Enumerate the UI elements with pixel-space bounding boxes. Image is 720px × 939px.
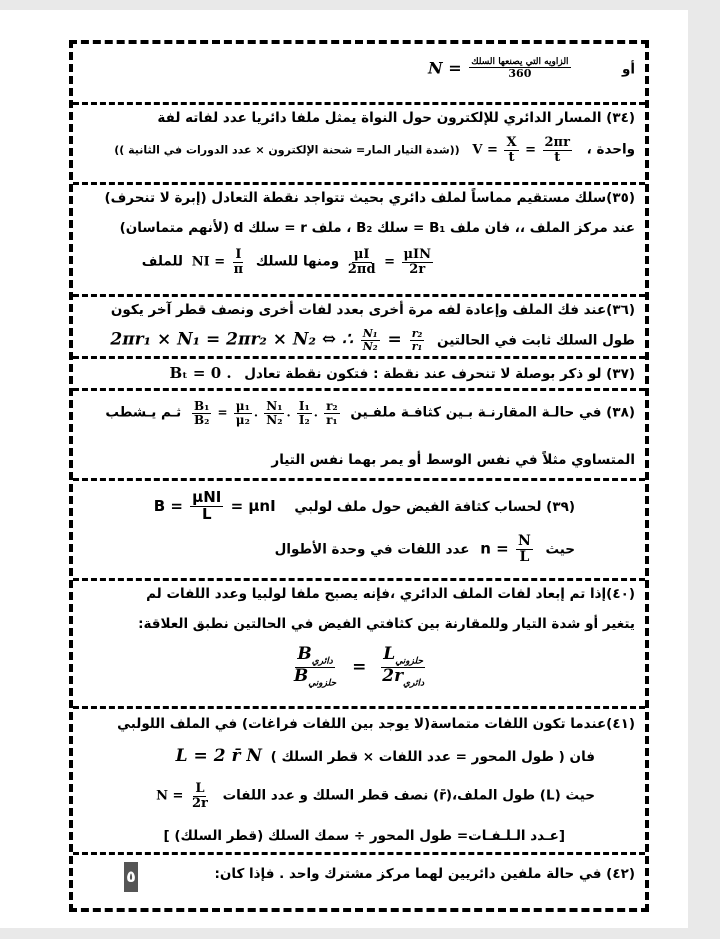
para-35-line3: $\frac{\mu I}{2\pi d}$ = $\frac{\text{μIN}}{2r}$ ومنها للسلك NI = $\frac{I}{\pi}$ للملف [141, 247, 431, 277]
page-sheet [0, 10, 688, 928]
para-35-line2: عند مركز الملف ،، فان ملف B₁ = سلك B₂ ، ملف r = سلك d (لأنهم متماسان) [119, 220, 635, 236]
para-39-line2: حيث n = $\frac{N}{L}$ عدد اللفات في وحدة الأطوال [274, 533, 575, 565]
divider [73, 102, 645, 105]
divider [73, 706, 645, 709]
para-36-line1: (٣٦)عند فك الملف وإعادة لفه مرة أخرى بعدد لفات أخرى ونصف قطر آخر يكون [110, 302, 635, 318]
para-41-line4: [عـدد الـلـفـات= طول المحور ÷ سمك السلك (قطر السلك) ] [163, 828, 565, 844]
para-38-line2: المتساوي مثلاً في نفس الوسط أو يمر بهما نفس التيار [271, 452, 635, 468]
page-number: ٥ [124, 862, 138, 892]
divider [73, 182, 645, 185]
divider [73, 356, 645, 359]
divider [73, 388, 645, 391]
para-42-line1: (٤٢) في حالة ملفين دائريين لهما مركز مشترك واحد . فإذا كان: [214, 866, 635, 882]
header-formula [83, 58, 635, 80]
or-label: أو [621, 61, 635, 78]
para-41-line1: (٤١)عندما تكون اللفات متماسة(لا يوجد بين اللفات فراغات) في الملف اللولبي [117, 716, 635, 732]
angle-numerator: الزاويه التي يصنعها السلك [471, 57, 569, 67]
divider [73, 294, 645, 297]
para-41-line2: فان ( طول المحور = عدد اللفات × قطر السلك ) L = 2 r̄ N [175, 746, 595, 766]
para-41-line3: حيث (L) طول الملف،(r̄) نصف قطر السلك و عدد اللفات N = $\frac{L}{2r}$ [156, 781, 595, 811]
para-40-line2: يتغير أو شدة التيار وللمقارنة بين كثافتي الفيض في الحالتين نطبق العلاقة: [138, 616, 635, 632]
para-34-line1: (٣٤) المسار الدائري للإلكترون حول النواة يمثل ملفا دائريا عدد لفاته لفة [157, 110, 635, 126]
para-36-line2: طول السلك ثابت في الحالتين 2πr₁ × N₁ = 2πr₂ × N₂ ⇔ ∴ $\frac{\text{N₁}}{\text{N₂}}$ = $\frac{\text{r₂}}{\text{r₁}}$ [110, 327, 635, 353]
para-40-formula: $\frac{B_{دائري}}{B_{حلزوني}}$ = $\frac{L_{حلزوني}}{2r_{دائري}}$ [293, 644, 425, 689]
para-40-line1: (٤٠)إذا تم إبعاد لفات الملف الدائري ،فإنه يصبح ملفا لولبيا وعدد اللفات لم [146, 586, 635, 602]
n-lhs: N = [428, 58, 462, 78]
divider [73, 578, 645, 581]
para-34-line2: واحدة ، V = $\frac{X}{t}$ = $\frac{2\pi r}{t}$ ((شدة التيار المار= شحنة الإلكترون × عدد الدورات في الثانية )) [114, 135, 635, 165]
dashed-frame [69, 40, 649, 912]
para-34-note: ((شدة التيار المار= شحنة الإلكترون × عدد الدورات في الثانية )) [114, 143, 460, 157]
angle-denominator: 360 [508, 67, 532, 81]
divider [73, 852, 645, 855]
divider [73, 478, 645, 481]
para-38-line1: (٣٨) في حالـة المقارنـة بـين كثافـة ملفـين $\frac{\text{B₁}}{\text{B₂}}$ = $\frac{\text{μ₁}}{\text{μ₂}}$ . $\frac{\text{N₁}}{\text{N₂}}$ . $\frac{\text{I₁}}{\text{I₂}}$ . $\frac{\text{r₂}}{\text{r₁}}$ ثـم يـشطب [105, 399, 635, 427]
para-39-line1: (٣٩) لحساب كثافة الفيض حول ملف لولبي B = $\frac{\text{μNI}}{L}$ = μnI [153, 488, 575, 523]
para-35-line1: (٣٥)سلك مستقيم مماساً لملف دائري بحيث تتواجد نقطة التعادل (إبرة لا تنحرف) [104, 190, 635, 206]
para-37: (٣٧) لو ذكر بوصلة لا تنحرف عند نقطة : فتكون نقطة تعادل Bₜ = 0 . [169, 364, 635, 382]
